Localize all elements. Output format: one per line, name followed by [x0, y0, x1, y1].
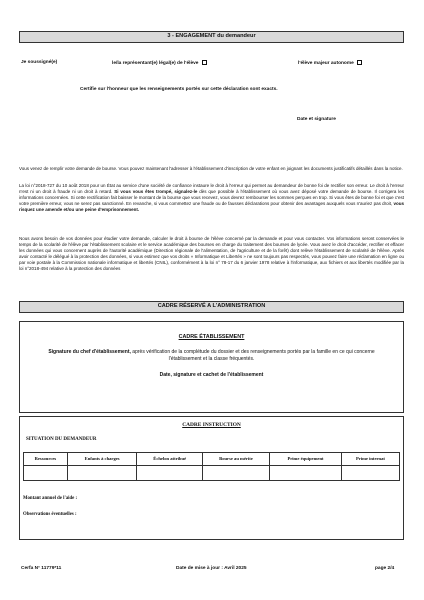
- situation-table-header-row: [24, 453, 400, 466]
- signature-chef-rest: après vérification de la complétude du dossier et des renseignements portés par la famille en ce qui concerne l'établissement et la classe fréquentés.: [130, 349, 375, 363]
- montant-annuel-label: Montant annuel de l'aide :: [23, 496, 78, 501]
- col-ressources: Ressources: [24, 453, 68, 466]
- cadre-instruction-title: CADRE INSTRUCTION: [182, 422, 241, 428]
- je-soussigne-label: Je soussigné(e): [21, 60, 58, 65]
- page-number: page 2/4: [375, 566, 395, 571]
- col-enfants-a-charges: Enfants à charges: [67, 453, 137, 466]
- representant-checkbox[interactable]: [202, 60, 207, 65]
- cadre-etablissement: [19, 321, 404, 413]
- droit-erreur-paragraph: [19, 183, 404, 213]
- droit-erreur-text-d: vous risquez une amende et/ou une peine d'emprisonnement.: [19, 201, 404, 213]
- certifie-statement: Certifie sur l'honneur que les renseignements portés sur cette déclaration sont exacts.: [80, 87, 278, 92]
- date-signature-label: Date et signature: [297, 117, 336, 122]
- col-echelon-attribue: Échelon attribué: [137, 453, 202, 466]
- engagement-title: 3 - ENGAGEMENT du demandeur: [167, 33, 256, 40]
- date-cachet-label: Date, signature et cachet de l'établissement: [159, 372, 264, 378]
- signature-chef-text: [36, 349, 387, 364]
- cell-enfants-a-charges[interactable]: [67, 466, 137, 481]
- engagement-section-header: [19, 31, 404, 43]
- signature-chef-bold: Signature du chef d'établissement,: [48, 349, 131, 355]
- representant-label: le/la représentant(e) légal(e) de l'élève: [112, 60, 199, 66]
- cadre-etablissement-title: CADRE ÉTABLISSEMENT: [178, 334, 245, 340]
- droit-erreur-text-a: La loi n°2018-727 du 10 août 2018 pour un État au service d'une société de confiance instaure le droit à l'erreur qui permet au demandeur de bonne foi de rectifier son erreur. Le droit à l'erreur n'est ni un droit à fraude ni un droit à retard.: [19, 183, 404, 195]
- observations-label: Observations éventuelles :: [23, 512, 77, 517]
- situation-table: [23, 452, 400, 481]
- donnees-paragraph: Nous avons besoin de vos données pour étudier votre demande, calculer le droit à bourse de l'élève concerné par la demande et pour vous contacter. Vos informations seront conservées le temps de la scolarité de l'élève par l'établissement scolaire et le service académique des bourses en charge du traitement des bourses de lycée. Vous avez le droit d'accéder, rectifier et effacer les données qui vous concernent auprès de l'autorité académique (Direction régionale de l'alimentation, de l'agriculture et de la forêt) dont relève l'établissement de scolarité de l'élève. Après avoir contacté le délégué à la protection des données, si vous estimez que vos droits « Informatique et Libertés » ne sont toujours pas respectés, vous pouvez faire une réclamation en ligne ou par voie postale à la Commission nationale informatique et libertés (CNIL), conformément à la loi n° 78-17 du 6 janvier 1978 relative à l'informatique, aux fichiers et aux libertés modifiée par la loi n°2018-494 relative à la protection des données: [19, 236, 404, 272]
- situation-demandeur-label: SITUATION DU DEMANDEUR: [26, 437, 97, 442]
- situation-table-row: [24, 466, 400, 481]
- eleve-majeur-label: l'élève majeur autonome: [298, 60, 354, 66]
- cell-prime-equipement[interactable]: [270, 466, 342, 481]
- admin-title: CADRE RÉSERVÉ A L'ADMINISTRATION: [157, 303, 266, 310]
- representant-option[interactable]: [112, 60, 207, 67]
- droit-erreur-text-b: Si vous vous êtes trompé, signalez-le: [114, 189, 198, 195]
- eleve-majeur-checkbox[interactable]: [357, 60, 362, 65]
- cell-ressources[interactable]: [24, 466, 68, 481]
- cell-prime-internat[interactable]: [341, 466, 399, 481]
- instructions-paragraph: Vous venez de remplir votre demande de bourse. Vous pouvez maintenant l'adresser à l'établissement d'inscription de votre enfant en joignant les documents justificatifs détaillés dans la notice.: [19, 166, 403, 171]
- droit-erreur-text-c: dès que possible à l'établissement où vous avez déposé votre demande de bourse. Il corrigera les informations concernées. Si cette rectification fait baisser le montant de la bourse que vous recevez, vous devrez rembourser les sommes perçues en trop. Si vous êtes de bonne foi et que c'est votre première erreur, vous ne serez pas sanctionné. En revanche, si vous commettez une fraude ou de fausses déclarations pour obtenir des avantages auxquels vous n'auriez pas droit,: [19, 189, 404, 207]
- eleve-majeur-option[interactable]: [298, 60, 362, 67]
- admin-section-header: [19, 301, 404, 313]
- col-prime-internat: Prime internat: [341, 453, 399, 466]
- cell-bourse-au-merite[interactable]: [202, 466, 269, 481]
- cerfa-number: Cerfa N° 11779*11: [21, 566, 62, 571]
- date-mise-a-jour: Date de mise à jour : Avril 2025: [176, 566, 247, 571]
- cell-echelon-attribue[interactable]: [137, 466, 202, 481]
- col-prime-equipement: Prime équipement: [270, 453, 342, 466]
- col-bourse-au-merite: Bourse au mérite: [202, 453, 269, 466]
